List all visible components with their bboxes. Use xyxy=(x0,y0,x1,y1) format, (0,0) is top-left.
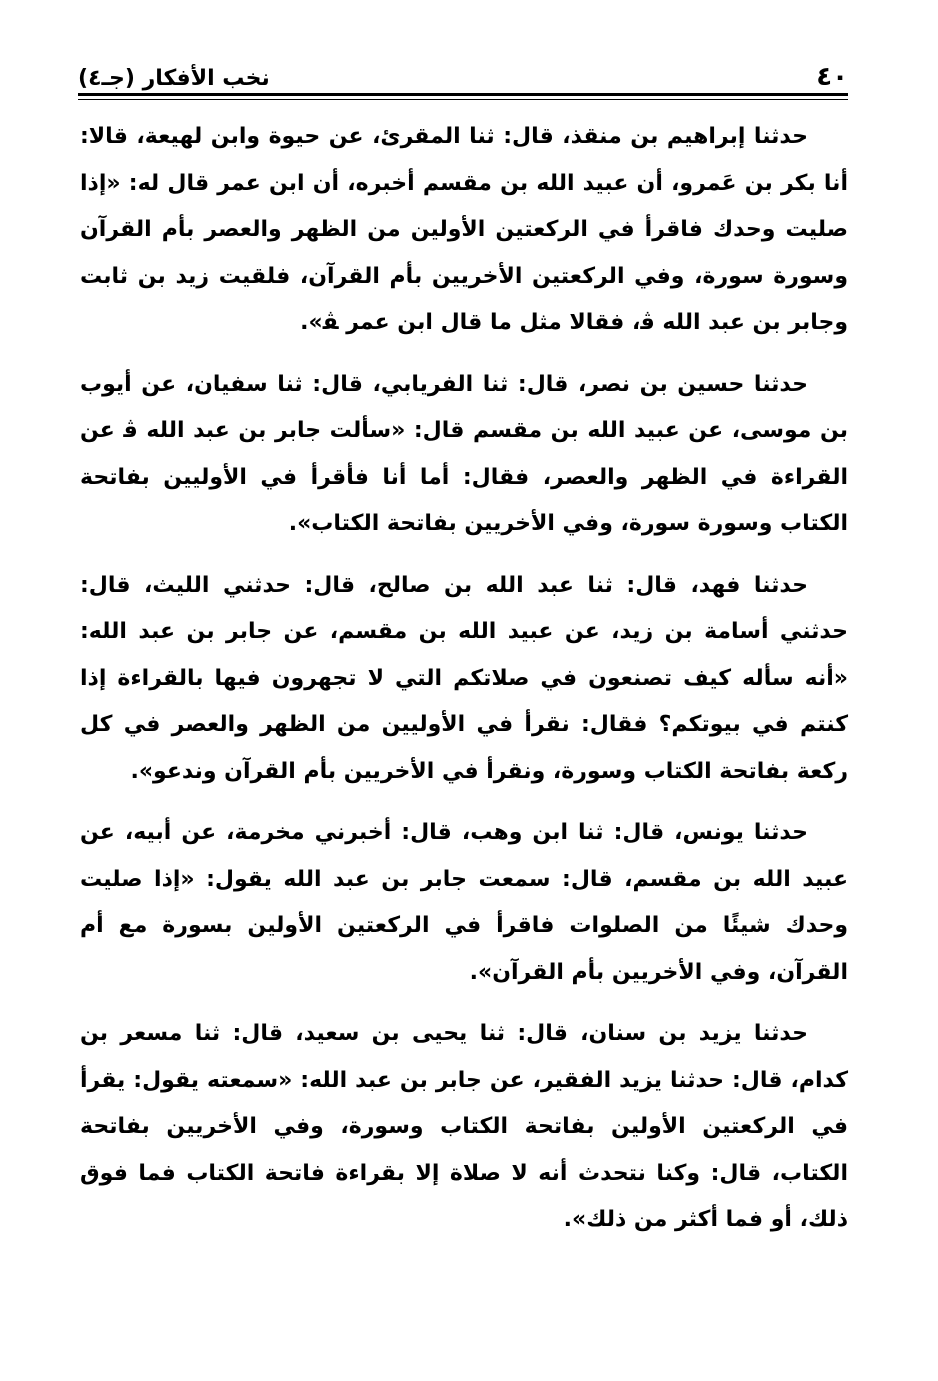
paragraph-3: حدثنا فهد، قال: ثنا عبد الله بن صالح، قال: حدثني الليث، قال: حدثني أسامة بن زيد، عن عبيد الله بن مقسم، عن جابر بن عبد الله: «أنه سأله كيف تصنعون في صلاتكم التي لا تجهرون فيها بالقراءة إذا كنتم في بيوتكم؟ فقال: نقرأ في الأوليين من الظهر والعصر في كل ركعة بفاتحة الكتاب وسورة، ونقرأ في الأخريين بأم القرآن وندعو». xyxy=(80,572,848,784)
paragraph-5: حدثنا يزيد بن سنان، قال: ثنا يحيى بن سعيد، قال: ثنا مسعر بن كدام، قال: حدثنا يزيد الفقير، عن جابر بن عبد الله: «سمعته يقول: يقرأ في الركعتين الأولين بفاتحة الكتاب وسورة، وفي الأخريين بفاتحة الكتاب، قال: وكنا نتحدث أنه لا صلاة إلا بقراءة فاتحة الكتاب فما فوق ذلك، أو فما أكثر من ذلك». xyxy=(80,1021,848,1232)
header-rule-thin xyxy=(78,99,848,100)
page-body xyxy=(80,114,848,1259)
paragraph-4: حدثنا يونس، قال: ثنا ابن وهب، قال: أخبرني مخرمة، عن أبيه، عن عبيد الله بن مقسم، قال: سمعت جابر بن عبد الله يقول: «إذا صليت وحدك شيئًا من الصلوات فاقرأ في الركعتين الأولين بسورة مع أم القرآن، وفي الأخريين بأم القرآن». xyxy=(80,820,848,985)
page-number: ٤٠ xyxy=(816,62,848,92)
header-rule-thick xyxy=(78,93,848,96)
running-title: نخب الأفكار (جـ٤) xyxy=(78,66,270,91)
paragraph-1: حدثنا إبراهيم بن منقذ، قال: ثنا المقرئ، عن حيوة وابن لهيعة، قالا: أنا بكر بن عَمرو، أن عبيد الله بن مقسم أخبره، أن ابن عمر قال له: «إذا صليت وحدك فاقرأ في الركعتين الأولين من الظهر والعصر بأم القرآن وسورة سورة، وفي الركعتين الأخريين بأم القرآن، فلقيت زيد بن ثابت وجابر بن عبد الله ﭬ، فقالا مثل ما قال ابن عمر ﭭ». xyxy=(80,124,848,335)
paragraph-2: حدثنا حسين بن نصر، قال: ثنا الفريابي، قال: ثنا سفيان، عن أيوب بن موسى، عن عبيد الله بن مقسم قال: «سألت جابر بن عبد الله ﭬ عن القراءة في الظهر والعصر، فقال: أما أنا فأقرأ في الأوليين بفاتحة الكتاب وسورة سورة، وفي الأخريين بفاتحة الكتاب». xyxy=(80,371,848,536)
page-header xyxy=(78,50,848,90)
